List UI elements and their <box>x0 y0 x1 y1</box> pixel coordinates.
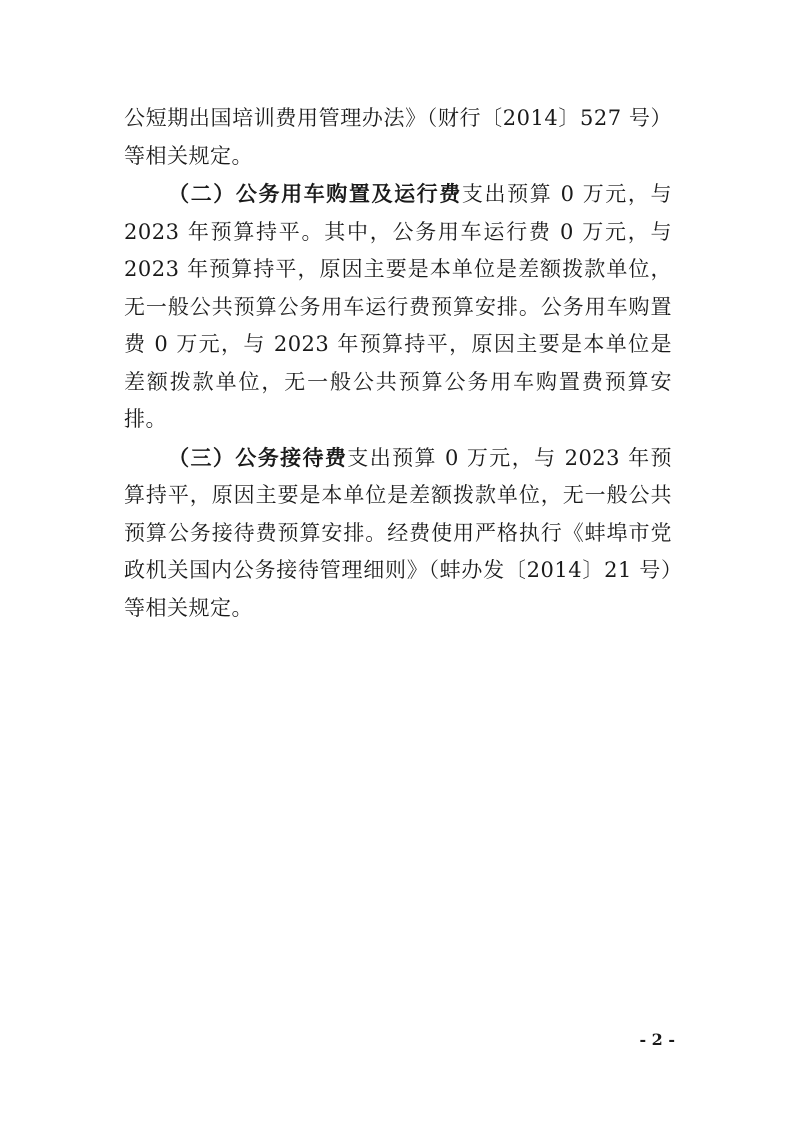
paragraph-vehicle-expenses <box>124 175 672 439</box>
paragraph-continuation <box>124 100 672 175</box>
paragraph-reception-expenses <box>124 439 672 628</box>
section-heading-reception: （三）公务接待费 <box>168 444 348 470</box>
paragraph-text: 支出预算 0 万元，与 2023 年预算持平，原因主要是本单位是差额拨款单位，无一般公共预算公务接待费预算安排。经费使用严格执行《蚌埠市党政机关国内公务接待管理细则》（蚌办发〔2014〕21 号）等相关规定。 <box>124 445 672 620</box>
section-heading-vehicle: （二）公务用车购置及运行费 <box>168 181 462 206</box>
document-body <box>124 100 672 627</box>
page-number: - 2 - <box>639 1030 675 1049</box>
paragraph-text: 支出预算 0 万元，与 2023 年预算持平。其中，公务用车运行费 0 万元，与 2023 年预算持平，原因主要是本单位是差额拨款单位，无一般公共预算公务用车运行费预算安排。公务用车购置费 0 万元，与 2023 年预算持平，原因主要是本单位是差额拨款单位，无一般公共预算公务用车购置费预算安排。 <box>124 182 672 431</box>
paragraph-text: 公短期出国培训费用管理办法》（财行〔2014〕527 号）等相关规定。 <box>124 106 672 168</box>
